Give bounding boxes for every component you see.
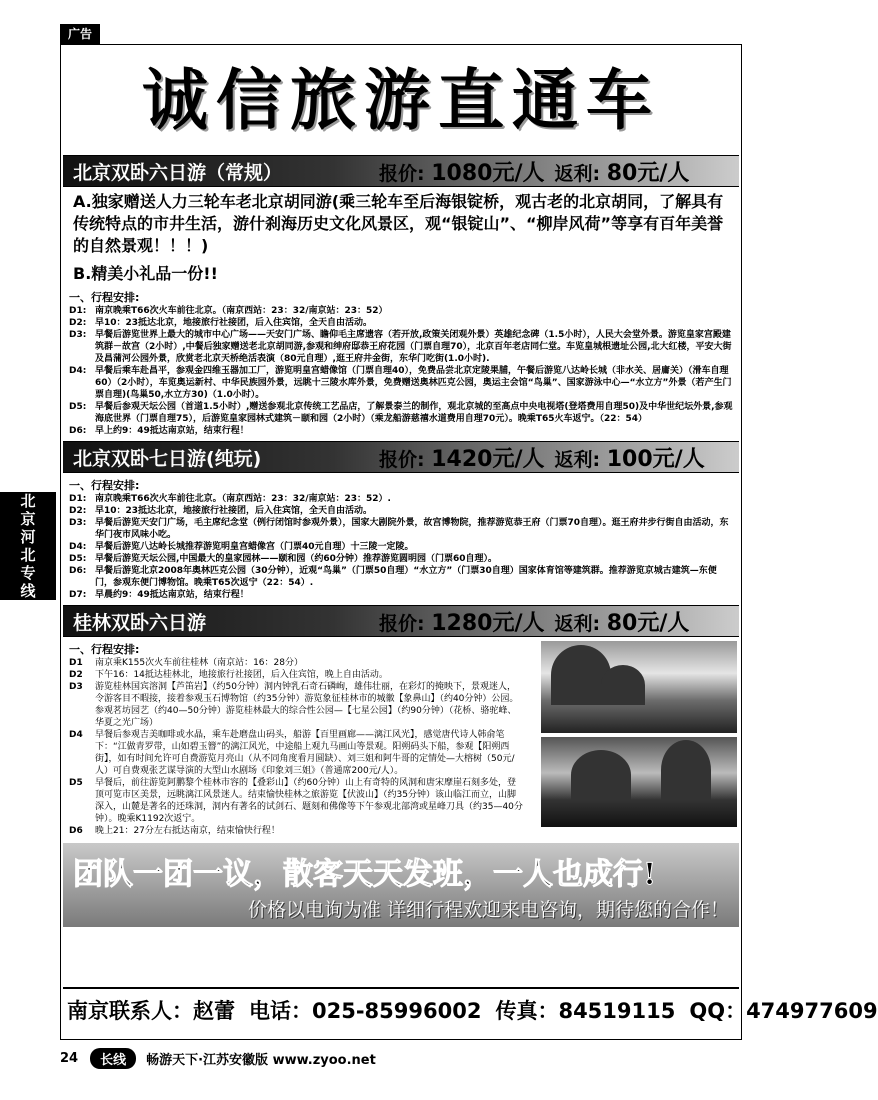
ad-label: 广告 [60, 24, 100, 44]
day-row [61, 317, 741, 329]
top-bar [0, 0, 800, 44]
price [379, 442, 545, 473]
day-list [61, 657, 531, 837]
day-text: 下午16：14抵达桂林北，地接旅行社接团，后入住宾馆，晚上自由活动。 [95, 670, 388, 680]
day-text: 南京晚乘T66次火车前往北京。（南京西站：23：32/南京站：23：52） [95, 306, 388, 316]
price-label: 报价: [379, 162, 425, 185]
day-row [61, 565, 741, 589]
day-text: 早上约9：49抵达南京站，结束行程！ [95, 426, 249, 436]
brand-badge: 长线 [90, 1048, 136, 1069]
day-label: D2: [69, 318, 87, 328]
contact-qq: QQ：474977609 [689, 999, 878, 1023]
day-row [61, 365, 741, 401]
section-name: 北京双卧七日游(纯玩) [73, 447, 262, 470]
contact-bar [63, 987, 878, 1031]
karst-hill-shape [601, 665, 645, 705]
rebate-value: 80元/人 [606, 160, 690, 186]
day-text: 早餐后参观天坛公园（首道1.5小时）,赠送参观北京传统工艺品店，了解景泰兰的制作，观北京城的至高点中央电视塔(登塔费用自理50)及中华世纪坛外景,参观海底世界（门票自理75），后游览皇家园林式建筑－颐和园（2小时）（乘龙船游慈禧水道费用自理70元）。晚乘T65火车返宁。（22：54） [95, 402, 733, 424]
day-row [61, 657, 531, 669]
day-row [61, 589, 741, 601]
contact-person: 南京联系人：赵蕾 [67, 999, 235, 1023]
day-text: 早晨约9：49抵达南京站，结束行程！ [95, 590, 249, 600]
contact-fax: 传真：84519115 [495, 999, 676, 1023]
day-text: 早餐后游览天安门广场，毛主席纪念堂（例行闭馆时参观外景），国家大剧院外景，故宫博物院，推荐游览恭王府（门票70自理）。逛王府井步行街自由活动，东华门夜市风味小吃。 [95, 518, 729, 540]
rebate-value: 100元/人 [606, 446, 705, 472]
footer-text: 畅游天下·江苏安徽版 www.zyoo.net [146, 1052, 376, 1068]
day-label: D6: [69, 566, 87, 576]
karst-hill-shape [571, 750, 631, 800]
footer [60, 1044, 660, 1072]
day-label: D6 [69, 826, 83, 836]
ad-frame [60, 44, 878, 1040]
section-header [63, 605, 739, 637]
day-label: D5 [69, 778, 83, 788]
slogan-sub: 价格以电询为准 详细行程欢迎来电咨询，期待您的合作！ [247, 899, 729, 921]
slogan-main: 团队一团一议，散客天天发班，一人也成行! [73, 857, 657, 892]
schedule-title: 一、行程安排: [69, 643, 140, 656]
day-text: 南京晚乘T66次火车前往北京。（南京西站：23：32/南京站：23：52）. [95, 494, 391, 504]
rebate-label: 返利: [554, 162, 601, 185]
day-label: D5: [69, 554, 87, 564]
rebate-value: 80元/人 [606, 610, 690, 636]
price-value: 1420元/人 [431, 446, 545, 472]
day-row [61, 777, 531, 825]
day-label: D1: [69, 494, 87, 504]
day-text: 早餐后乘车赴昌平，参观金四维玉器加工厂，游览明皇宫蜡像馆（门票自理40），免费品尝北京定陵果脯，午餐后游览八达岭长城（非水关、居庸关）（滑车自理60）（2小时），车览奥运新村、中华民族园外景，远眺十三陵水库外景，免费赠送奥林匹克公园，奥运主会馆“鸟巢”、国家游泳中心—“水立方”外景（若产生门票自理)(鸟巢50,水立方30)（1.0小时）。 [95, 366, 732, 400]
day-row [61, 329, 741, 365]
slogan-banner [63, 843, 739, 927]
section-name: 北京双卧六日游（常规） [73, 161, 283, 184]
contact-phone: 电话：025-85996002 [249, 999, 482, 1023]
day-row [61, 305, 741, 317]
day-label: D3 [69, 682, 83, 692]
day-text: 晚上21：27分左右抵达南京，结束愉快行程！ [95, 826, 280, 836]
day-list [61, 493, 741, 601]
day-row [61, 553, 741, 565]
section-guilin-6day [61, 605, 741, 837]
day-text: 早餐后游览天坛公园,中国最大的皇家园林——颐和园（约60分钟）推荐游览圆明园（门票60自理）。 [95, 554, 497, 564]
day-label: D4 [69, 730, 83, 740]
day-text: 早10：23抵达北京，地接旅行社接团，后入住宾馆，全天自由活动。 [95, 318, 373, 328]
schedule-title: 一、行程安排: [69, 479, 140, 492]
rebate [555, 606, 690, 637]
price-label: 报价: [379, 448, 425, 471]
price [379, 156, 545, 187]
day-row [61, 425, 741, 437]
day-text: 早餐后游览八达岭长城推荐游览明皇宫蜡像宫（门票40元自理）十三陵一定陵。 [95, 542, 414, 552]
day-row [61, 541, 741, 553]
page-number: 24 [60, 1050, 79, 1066]
day-text: 早10：23抵达北京，地接旅行社接团，后入住宾馆，全天自由活动。 [95, 506, 373, 516]
day-text: 早餐后参观吉美咖啡或水晶，乘车赴磨盘山码头，船游【百里画廊——漓江风光】，感觉唐代诗人韩俞笔下：“江做青罗带，山如碧玉簪”的漓江风光，中途船上观九马画山等景观。阳朔码头下船，参观【阳朔西街】，如有时间允许可自费游览月亮山（从不同角度看月圆缺）、刘三姐和阿牛哥的定情处—大榕树（50元/人）可自费观张艺谋导演的大型山水剧场《印象刘三姐》（普通席200元/人）。 [95, 730, 515, 776]
feature-b: B.精美小礼品一份!! [73, 264, 218, 283]
rebate-label: 返利: [554, 448, 601, 471]
day-list [61, 305, 741, 437]
section-beijing-7day [61, 441, 741, 601]
section-name: 桂林双卧六日游 [73, 611, 207, 634]
day-label: D7: [69, 590, 87, 600]
price-value: 1280元/人 [431, 610, 545, 636]
price-label: 报价: [379, 612, 425, 635]
day-text: 早餐后游览北京2008年奥林匹克公园（30分钟），近观“鸟巢”（门票50自理）“水立方”（门票30自理）国家体育馆等建筑群。推荐游览京城古建筑—东便门，参观东便门博物馆。晚乘T65次返宁（22：54）. [95, 566, 717, 588]
day-row [61, 401, 741, 425]
day-label: D1 [69, 658, 83, 668]
day-label: D4: [69, 366, 87, 376]
day-row [61, 729, 531, 777]
side-tab-label: 北京河北专线 [20, 492, 36, 600]
guilin-karst-photo [541, 737, 737, 827]
day-text: 早餐后游览世界上最大的城市中心广场——天安门广场、瞻仰毛主席遗容（若开放,政策关闭观外景）英雄纪念碑（1.5小时），人民大会堂外景。游览皇家宫殿建筑群－故宫（2小时）,中餐后独家赠送老北京胡同游,参观和绅府邸恭王府花园（门票自理70），北京百年老店同仁堂。车览皇城根遗址公园,北大红楼，平安大街及昌蒲河公园外景，欣赏老北京天桥绝活表演（80元自理）,逛王府井金街，东华门吃街(1.0小时). [95, 330, 732, 364]
day-text: 游览桂林国宾溶洞【芦笛岩】（约50分钟）洞内钟乳石奇石磷峋，雄伟壮丽，在彩灯的掩映下，景观迷人，令游客目不暇接，接着参观玉石博物馆（约35分钟）游览象征桂林市的城徽【象鼻山】（约40分钟）公园。参观茗坊园艺（约40—50分钟）游览桂林最大的综合性公园—【七星公园】（约90分钟）（花桥、骆驼峰、华夏之光广场） [95, 682, 519, 728]
day-text: 南京乘K155次火车前往桂林（南京站：16：28分） [95, 658, 303, 668]
day-label: D2: [69, 506, 87, 516]
section-header [63, 441, 739, 473]
photo-column [541, 641, 737, 831]
guilin-river-photo [541, 641, 737, 733]
day-row [61, 505, 741, 517]
day-row [61, 669, 531, 681]
day-text: 早餐后，前往游览阿鹏黎个桂林市容的【叠彩山】（约60分钟）山上有奇特的风洞和唐宋摩崖石刻多处，登顶可览市区美景，远眺漓江风景迷人。结束愉快桂林之旅游览【伏波山】（约35分钟）该山临江而立，山脚深入，山麓是著名的还珠洞，洞内有著名的试剑石、题刻和佛像等下午参观北部湾或星峰刀具（约35—40分钟）。晚乘K1192次返宁。 [95, 778, 523, 824]
price-value: 1080元/人 [431, 160, 545, 186]
day-label: D3: [69, 330, 87, 340]
day-label: D5: [69, 402, 87, 412]
section-beijing-6day [61, 155, 741, 437]
price [379, 606, 545, 637]
day-label: D2 [69, 670, 83, 680]
day-row [61, 517, 741, 541]
feature-a: A.独家赠送人力三轮车老北京胡同游(乘三轮车至后海银锭桥，观古老的北京胡同，了解具有传统特点的市井生活，游什刹海历史文化风景区，观“银锭山”、“柳岸风荷”等享有百年美誉的自然景观！！！) [73, 192, 724, 255]
side-tab [0, 492, 56, 600]
rebate [555, 442, 705, 473]
day-label: D1: [69, 306, 87, 316]
day-row [61, 825, 531, 837]
main-title: 诚信旅游直通车 [142, 61, 660, 139]
rebate [555, 156, 690, 187]
day-label: D3: [69, 518, 87, 528]
day-label: D4: [69, 542, 87, 552]
day-row [61, 681, 531, 729]
day-row [61, 493, 741, 505]
day-label: D6: [69, 426, 87, 436]
karst-hill-shape [661, 740, 711, 800]
rebate-label: 返利: [554, 612, 601, 635]
section-header [63, 155, 739, 187]
schedule-title: 一、行程安排: [69, 291, 140, 304]
